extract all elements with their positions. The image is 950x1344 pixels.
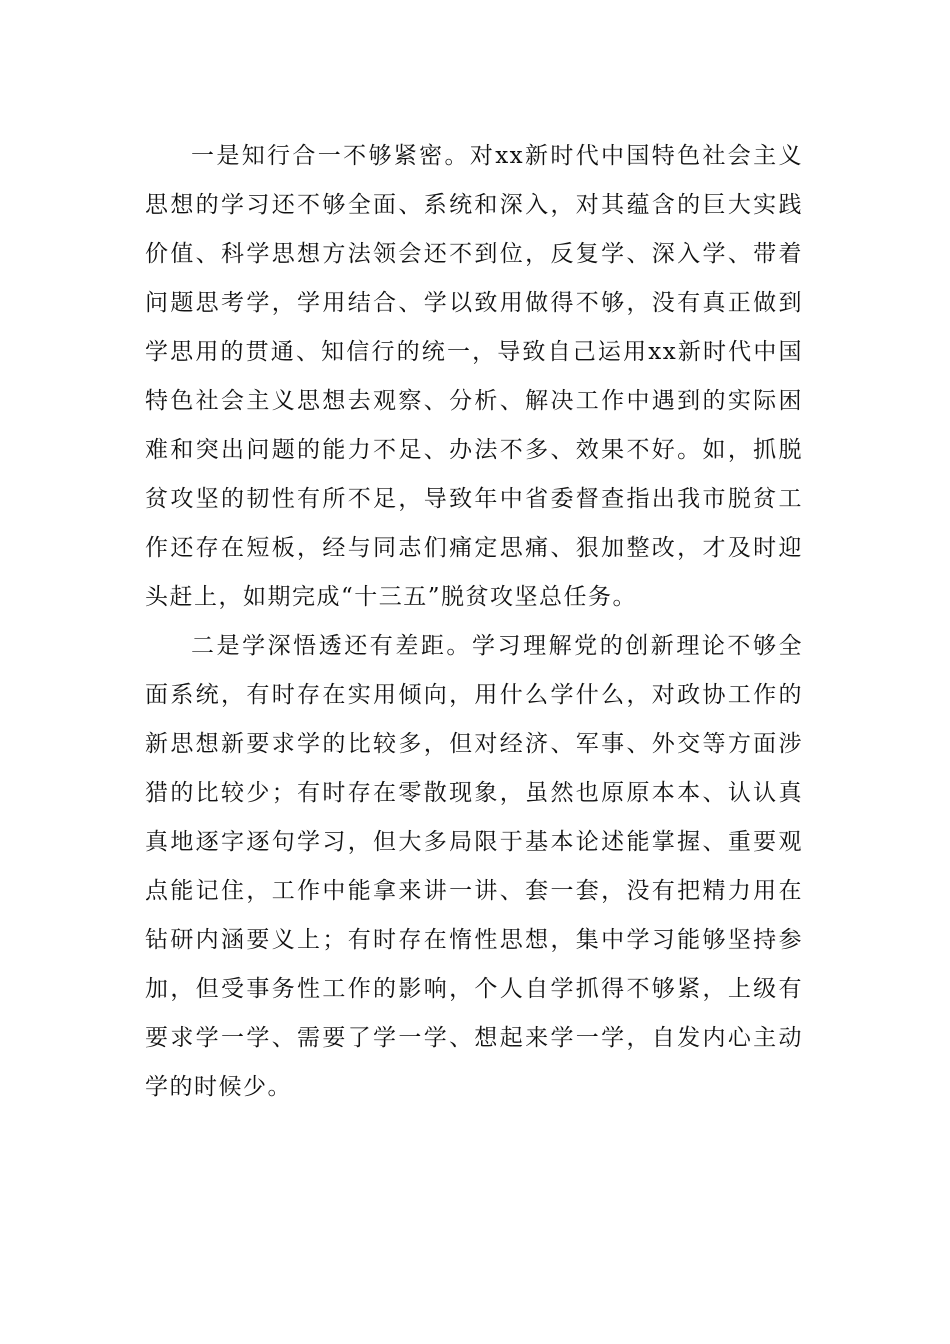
document-body	[145, 132, 803, 1112]
paragraph-2: 二是学深悟透还有差距。学习理解党的创新理论不够全面系统，有时存在实用倾向，用什么学什么，对政协工作的新思想新要求学的比较多，但对经济、军事、外交等方面涉猎的比较少；有时存在零散现象，虽然也原原本本、认认真真地逐字逐句学习，但大多局限于基本论述能掌握、重要观点能记住，工作中能拿来讲一讲、套一套，没有把精力用在钻研内涵要义上；有时存在惰性思想，集中学习能够坚持参加，但受事务性工作的影响，个人自学抓得不够紧，上级有要求学一学、需要了学一学、想起来学一学，自发内心主动学的时候少。	[145, 633, 803, 1100]
paragraph-1: 一是知行合一不够紧密。对xx新时代中国特色社会主义思想的学习还不够全面、系统和深入，对其蕴含的巨大实践价值、科学思想方法领会还不到位，反复学、深入学、带着问题思考学，学用结合、学以致用做得不够，没有真正做到学思用的贯通、知信行的统一，导致自己运用xx新时代中国特色社会主义思想去观察、分析、解决工作中遇到的实际困难和突出问题的能力不足、办法不多、效果不好。如，抓脱贫攻坚的韧性有所不足，导致年中省委督查指出我市脱贫工作还存在短板，经与同志们痛定思痛、狠加整改，才及时迎头赶上，如期完成“十三五”脱贫攻坚总任务。	[145, 143, 803, 610]
